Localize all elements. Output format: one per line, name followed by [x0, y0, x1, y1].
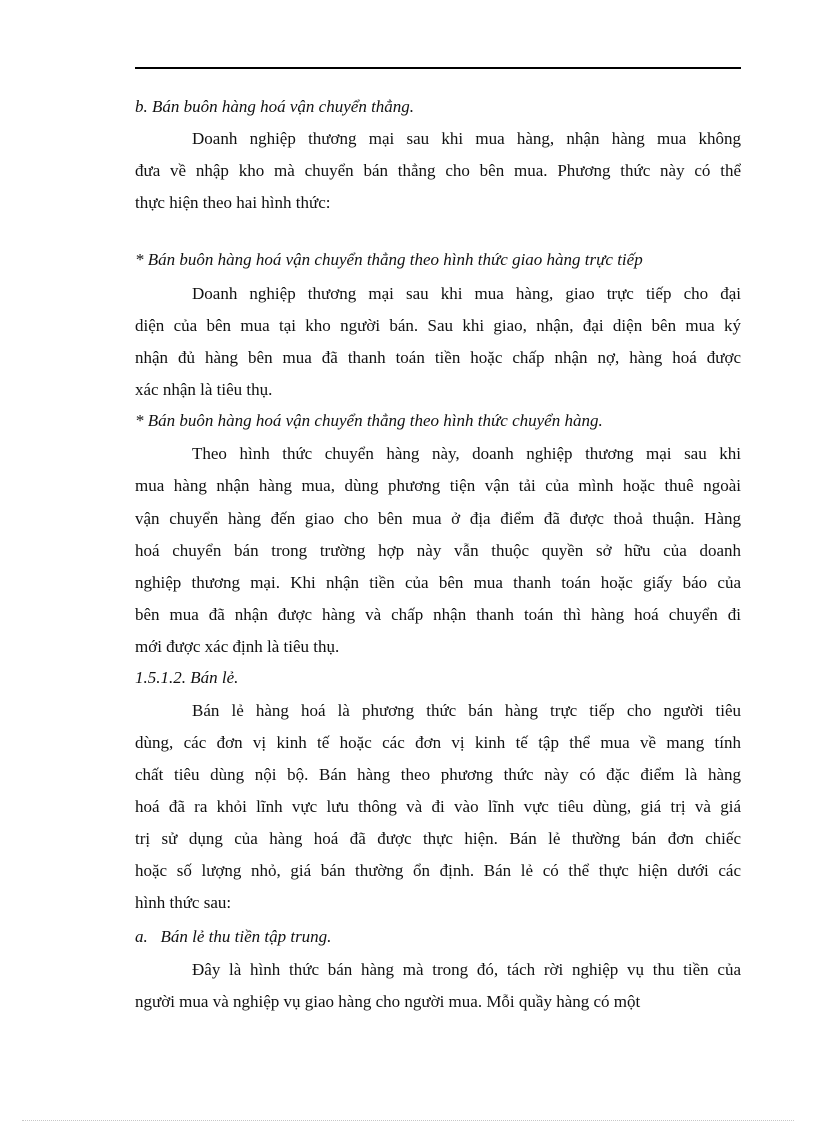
paragraph-line: thực hiện theo hai hình thức: [135, 193, 331, 212]
paragraph-line: hoặc số lượng nhỏ, giá bán thường ổn định. Bán lẻ có thể thực hiện dưới các [135, 861, 741, 880]
paragraph-line: trị sử dụng của hàng hoá đã được thực hiện. Bán lẻ thường bán đơn chiếc [135, 829, 741, 848]
paragraph-line: hoá đã ra khỏi lĩnh vực lưu thông và đi vào lĩnh vực tiêu dùng, giá trị và giá [135, 797, 741, 816]
paragraph-line: dùng, các đơn vị kinh tế hoặc các đơn vị kinh tế tập thể mua về mang tính [135, 733, 741, 752]
paragraph-line: bên mua đã nhận được hàng và chấp nhận thanh toán thì hàng hoá chuyển đi [135, 605, 741, 624]
paragraph-line: Đây là hình thức bán hàng mà trong đó, tách rời nghiệp vụ thu tiền của [192, 960, 741, 979]
paragraph-line: nghiệp thương mại. Khi nhận tiền của bên mua thanh toán hoặc giấy báo của [135, 573, 741, 592]
paragraph-line: đưa về nhập kho mà chuyển bán thẳng cho bên mua. Phương thức này có thể [135, 161, 741, 180]
paragraph-line: xác nhận là tiêu thụ. [135, 380, 273, 399]
paragraph-line: mới được xác định là tiêu thụ. [135, 637, 340, 656]
heading-b: b. Bán buôn hàng hoá vận chuyển thẳng. [135, 97, 415, 116]
header-rule [135, 67, 741, 69]
paragraph-line: Theo hình thức chuyển hàng này, doanh nghiệp thương mại sau khi [192, 444, 741, 463]
paragraph-line: hoá chuyển bán trong trường hợp này vẫn thuộc quyền sở hữu của doanh [135, 541, 741, 560]
page-bottom-border [22, 1120, 794, 1121]
paragraph-line: mua hàng nhận hàng mua, dùng phương tiện vận tải của mình hoặc thuê ngoài [135, 476, 741, 495]
paragraph-line: Doanh nghiệp thương mại sau khi mua hàng, nhận hàng mua không [192, 129, 741, 148]
subheading-shipping: * Bán buôn hàng hoá vận chuyển thẳng theo hình thức chuyển hàng. [135, 411, 603, 430]
subheading-direct-delivery: * Bán buôn hàng hoá vận chuyển thẳng theo hình thức giao hàng trực tiếp [135, 250, 643, 269]
paragraph-line: vận chuyển hàng đến giao cho bên mua ở địa điểm đã được thoả thuận. Hàng [135, 509, 741, 528]
paragraph-line: Bán lẻ hàng hoá là phương thức bán hàng trực tiếp cho người tiêu [192, 701, 741, 720]
paragraph-line: hình thức sau: [135, 893, 232, 912]
paragraph-line: chất tiêu dùng nội bộ. Bán hàng theo phương thức này có đặc điểm là hàng [135, 765, 741, 784]
paragraph-line: người mua và nghiệp vụ giao hàng cho người mua. Mỗi quầy hàng có một [135, 992, 641, 1011]
paragraph-line: diện của bên mua tại kho người bán. Sau khi giao, nhận, đại diện bên mua ký [135, 316, 741, 335]
section-heading-retail: 1.5.1.2. Bán lẻ. [135, 668, 239, 687]
heading-a: a. Bán lẻ thu tiền tập trung. [135, 927, 332, 946]
paragraph-line: nhận đủ hàng bên mua đã thanh toán tiền hoặc chấp nhận nợ, hàng hoá được [135, 348, 741, 367]
paragraph-line: Doanh nghiệp thương mại sau khi mua hàng, giao trực tiếp cho đại [192, 284, 741, 303]
